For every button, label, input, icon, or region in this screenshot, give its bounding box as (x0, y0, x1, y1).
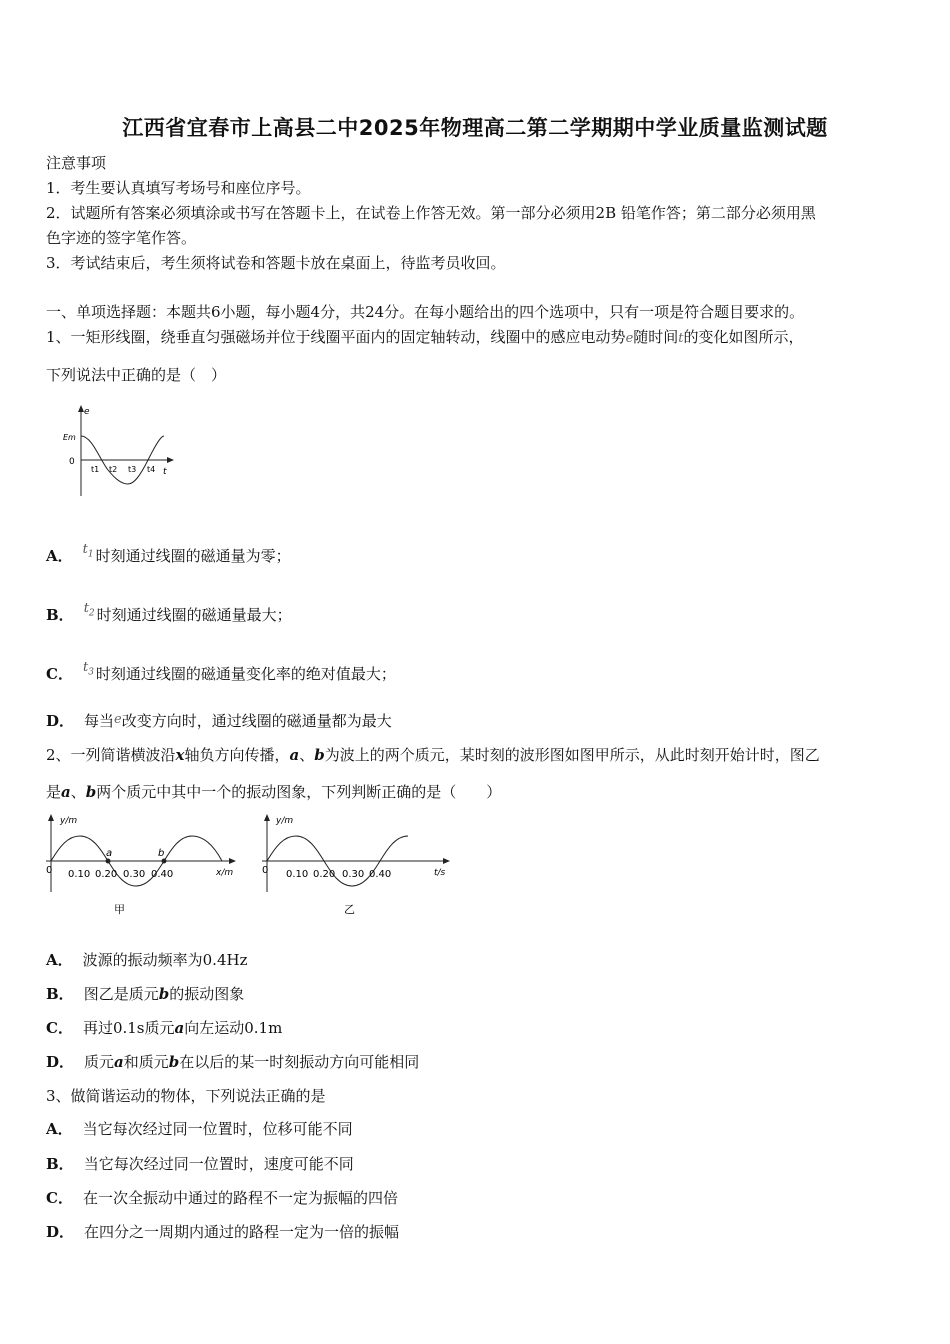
q1-option-a: A． $t_1$ 时刻通过线圈的磁通量为零； (46, 542, 291, 565)
page-title: 江西省宜春市上高县二中2025年物理高二第二学期期中学业质量监测试题 (122, 116, 828, 140)
q1-stem: 1、一矩形线圈，绕垂直匀强磁场并位于线圈平面内的固定轴转动，线圈中的感应电动势e随时间t的变化如图所示， (46, 328, 804, 346)
q1-emf-graph (60, 404, 180, 500)
point-a (106, 859, 111, 864)
tick-label: 0.40 (369, 869, 392, 880)
notice-item: 3．考试结束后，考生须将试卷和答题卡放在桌面上，待监考员收回。 (46, 254, 506, 272)
q1-stem-line2: 下列说法中正确的是（ ） (46, 366, 227, 384)
tick-label: t2 (109, 465, 118, 474)
section-heading: 一、单项选择题：本题共6小题，每小题4分，共24分。在每小题给出的四个选项中，只有一项是符合题目要求的。 (46, 303, 805, 321)
tick-label: 0.20 (313, 869, 336, 880)
tick-label: t4 (147, 465, 156, 474)
q1-option-b: B． $t_2$ 时刻通过线圈的磁通量最大； (46, 601, 292, 624)
notice-item: 2．试题所有答案必须填涂或书写在答题卡上，在试卷上作答无效。第一部分必须用2B 铅笔作答；第二部分必须用黑 (46, 204, 816, 222)
x-axis-arrow (167, 457, 174, 463)
figure-caption: 甲 (114, 903, 125, 916)
q1-option-c: C． $t_3$ 时刻通过线圈的磁通量变化率的绝对值最大； (46, 660, 396, 683)
q2-vibration-graph-yi (258, 812, 458, 920)
origin-label: 0 (69, 457, 75, 467)
x-axis-label: t (163, 467, 167, 477)
origin-label: 0 (46, 865, 53, 876)
tick-label: 0.10 (68, 869, 91, 880)
point-b (162, 859, 167, 864)
y-axis-label: y/m (60, 816, 78, 826)
tick-label: 0.10 (286, 869, 309, 880)
em-label: Em (63, 433, 76, 442)
tick-label: 0.40 (151, 869, 174, 880)
q1-option-d: D． 每当e改变方向时，通过线圈的磁通量都为最大 (46, 712, 392, 730)
notice-item: 1．考生要认真填写考场号和座位序号。 (46, 179, 311, 197)
y-axis-arrow (264, 814, 270, 821)
tick-label: t1 (91, 465, 100, 474)
point-a-label: a (106, 848, 113, 859)
tick-label: 0.20 (95, 869, 118, 880)
y-axis-label: e (84, 407, 90, 417)
q3-option-b: B． 当它每次经过同一位置时，速度可能不同 (46, 1155, 354, 1173)
x-axis-label: t/s (434, 868, 446, 878)
point-b-label: b (158, 848, 165, 859)
q2-option-a: A． 波源的振动频率为0.4Hz (46, 951, 248, 969)
figure-caption: 乙 (344, 903, 355, 916)
x-axis-label: x/m (216, 868, 234, 878)
q2-option-b: B． 图乙是质元b的振动图象 (46, 985, 245, 1003)
q3-option-d: D． 在四分之一周期内通过的路程一定为一倍的振幅 (46, 1223, 400, 1241)
q2-option-c: C． 再过0.1s质元a向左运动0.1m (46, 1019, 283, 1037)
q2-stem: 2、一列简谐横波沿x轴负方向传播，a、b为波上的两个质元，某时刻的波形图如图甲所示，从此时刻开始计时，图乙 (46, 746, 820, 764)
x-axis-arrow (229, 858, 236, 864)
y-axis-label: y/m (276, 816, 294, 826)
tick-label: 0.30 (342, 869, 365, 880)
notice-item: 色字迹的签字笔作答。 (46, 229, 197, 247)
notice-heading: 注意事项 (46, 154, 107, 172)
tick-label: t3 (128, 465, 137, 474)
q3-stem: 3、做简谐运动的物体，下列说法正确的是 (46, 1087, 326, 1105)
y-axis-arrow (48, 814, 54, 821)
q2-wave-graph-jia (42, 812, 242, 920)
x-axis-arrow (443, 858, 450, 864)
q2-stem-line2: 是a、b两个质元中其中一个的振动图象，下列判断正确的是（ ） (46, 783, 502, 801)
tick-label: 0.30 (123, 869, 146, 880)
q3-option-c: C． 在一次全振动中通过的路程不一定为振幅的四倍 (46, 1189, 398, 1207)
origin-label: 0 (262, 865, 269, 876)
q2-option-d: D． 质元a和质元b在以后的某一时刻振动方向可能相同 (46, 1053, 420, 1071)
q3-option-a: A． 当它每次经过同一位置时，位移可能不同 (46, 1120, 353, 1138)
